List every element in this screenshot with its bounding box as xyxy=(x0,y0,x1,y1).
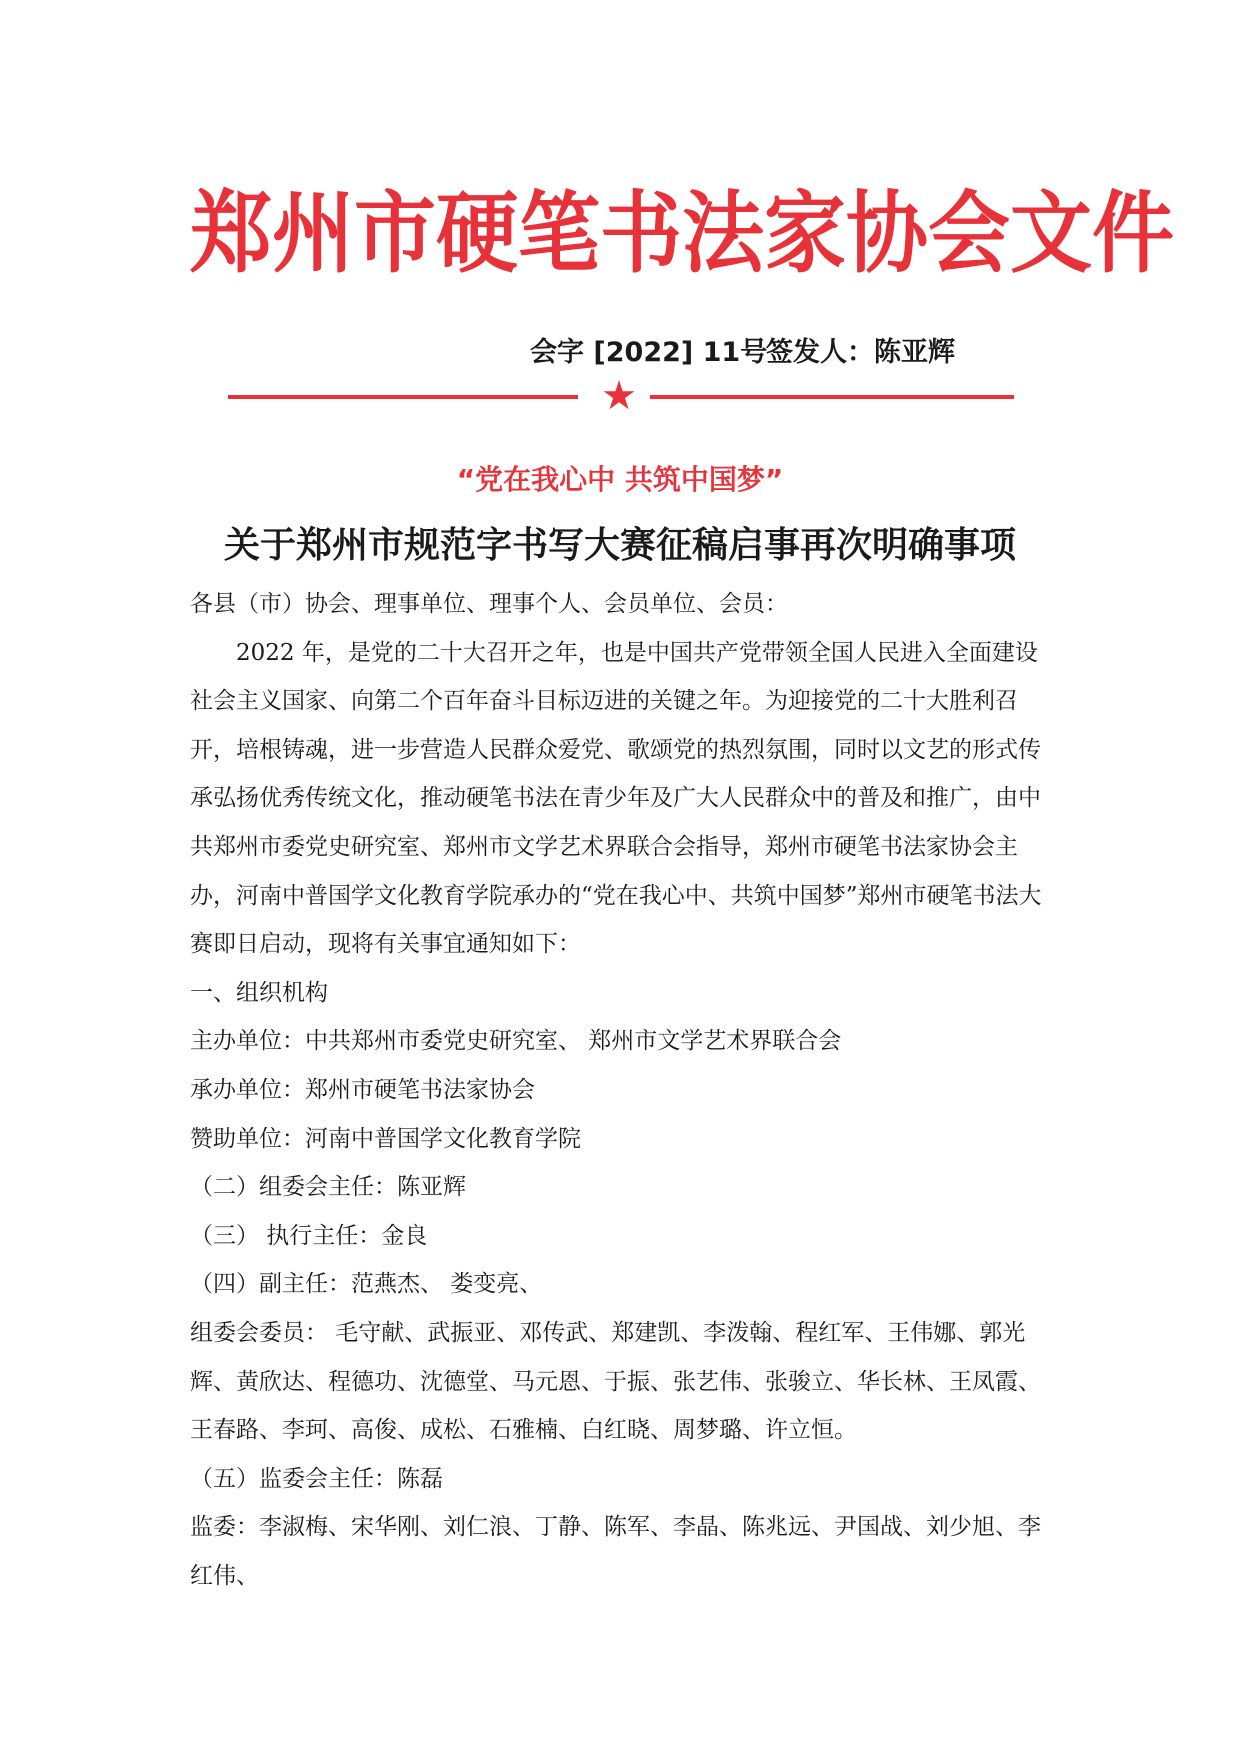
document-body xyxy=(190,580,1060,1600)
intro-paragraph: 2022 年，是党的二十大召开之年，也是中国共产党带领全国人民进入全面建设社会主义国家、向第二个百年奋斗目标迈进的关键之年。为迎接党的二十大胜利召开，培根铸魂，进一步营造人民群众爱党、歌颂党的热烈氛围，同时以文艺的形式传承弘扬优秀传统文化，推动硬笔书法在青少年及广大人民群众中的普及和推广，由中共郑州市委党史研究室、郑州市文学艺术界联合会指导，郑州市硬笔书法家协会主办，河南中普国学文化教育学院承办的“党在我心中、共筑中国梦”郑州市硬笔书法大赛即日启动，现将有关事宜通知如下： xyxy=(190,639,1042,958)
salutation: 各县（市）协会、理事单位、理事个人、会员单位、会员： xyxy=(190,591,788,617)
document-issuer: 签发人：陈亚辉 xyxy=(766,337,955,368)
document-title: 关于郑州市规范字书写大赛征稿启事再次明确事项 xyxy=(223,525,1016,566)
organizer-unit: 承办单位：郑州市硬笔书法家协会 xyxy=(190,1076,535,1103)
sponsor-unit: 赞助单位：河南中普国学文化教育学院 xyxy=(190,1125,581,1152)
red-divider xyxy=(228,373,1014,419)
divider-line-left xyxy=(228,395,578,399)
host-unit: 主办单位：中共郑州市委党史研究室、 郑州市文学艺术界联合会 xyxy=(190,1028,842,1055)
document-number: 会字 [2022] 11号 xyxy=(530,337,768,368)
slogan: “党在我心中 共筑中国梦” xyxy=(456,463,784,496)
committee-members: 组委会委员： 毛守献、武振亚、邓传武、郑建凯、李泼翰、程红军、王伟娜、郭光辉、黄欣达、程德功、沈德堂、马元恩、于振、张艺伟、张骏立、华长林、王凤霞、王春路、李珂、高俊、成松、石雅楠、白红晓、周梦璐、许立恒。 xyxy=(190,1319,1041,1444)
organization-letterhead-title: 郑州市硬笔书法家协会文件 xyxy=(190,183,1175,286)
document-meta xyxy=(530,333,970,373)
section-heading-organization: 一、组织机构 xyxy=(190,979,328,1006)
divider-line-right xyxy=(650,395,1014,399)
executive-chair: （三） 执行主任：金良 xyxy=(190,1222,428,1249)
supervisors: 监委：李淑梅、宋华刚、刘仁浪、丁静、陈军、李晶、陈兆远、尹国战、刘少旭、李红伟、 xyxy=(190,1514,1041,1589)
supervisory-chair: （五）监委会主任：陈磊 xyxy=(190,1465,443,1492)
star-icon: ★ xyxy=(601,373,637,419)
committee-chair: （二）组委会主任：陈亚辉 xyxy=(190,1174,466,1201)
vice-chairs: （四）副主任：范燕杰、 娄变亮、 xyxy=(190,1271,543,1298)
